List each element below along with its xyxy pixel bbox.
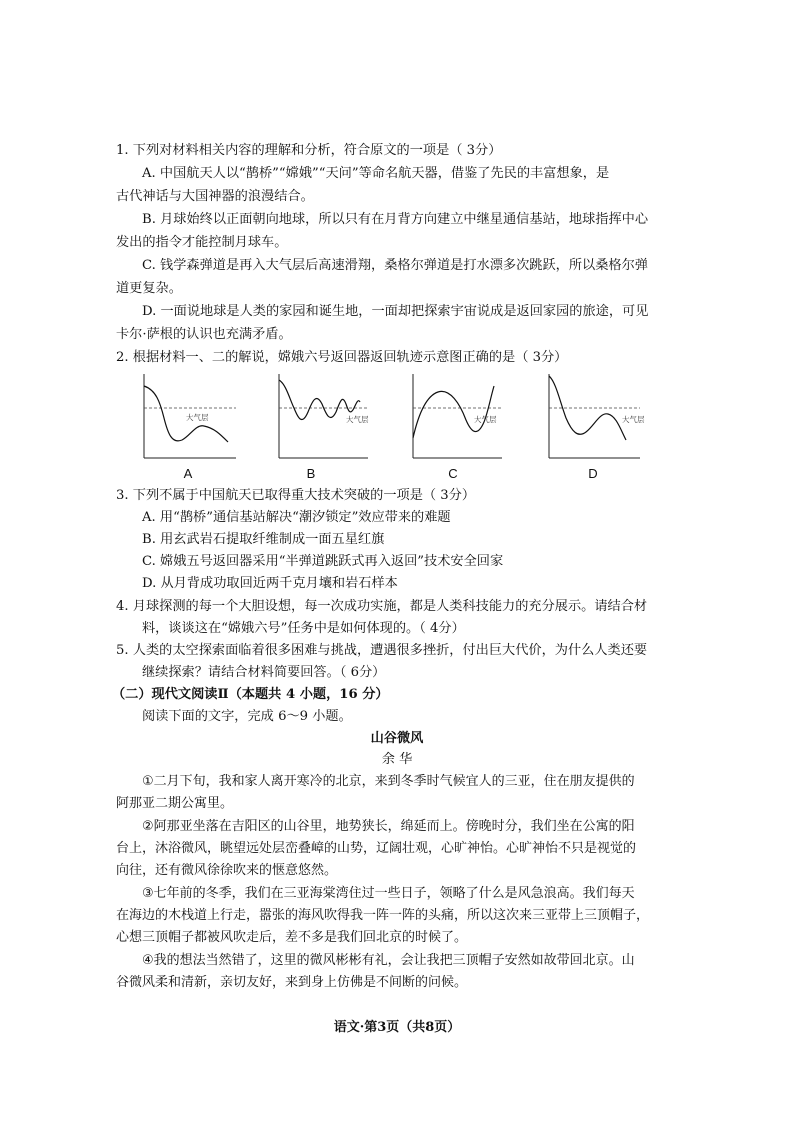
page-footer: 语文·第3页（共8页） (333, 1020, 461, 1035)
section-instruction: 阅读下面的文字，完成 6～9 小题。 (142, 709, 352, 724)
q1-option-c-line1: C. 钱学森弹道是再入大气层后高速滑翔，桑格尔弹道是打水漂多次跳跃，所以桑格尔弹 (142, 258, 648, 273)
article-p3-line3: 心想三顶帽子都被风吹走后，差不多是我们回北京的时候了。 (116, 930, 468, 945)
figure-c-label: C (448, 466, 458, 481)
figure-d (546, 372, 646, 486)
article-p2-line3: 向往，还有微风徐徐吹来的惬意悠然。 (116, 863, 338, 878)
q5-line1: 5. 人类的太空探索面临着很多困难与挑战，遭遇很多挫折，付出巨大代价，为什么人类还要 (116, 643, 648, 658)
q1-option-a-line2: 古代神话与大国神器的浪漫结合。 (116, 189, 314, 204)
article-p3-line2: 在海边的木栈道上行走，嚣张的海风吹得我一阵一阵的头痛，所以这次来三亚带上三顶帽子， (116, 908, 650, 923)
q1-stem: 1. 下列对材料相关内容的理解和分析，符合原文的一项是（ 3分） (116, 143, 502, 158)
article-p3-line1: ③七年前的冬季，我们在三亚海棠湾住过一些日子，领略了什么是风急浪高。我们每天 (142, 886, 635, 901)
trajectory-figures (138, 372, 698, 486)
q3-option-c: C. 嫦娥五号返回器采用“半弹道跳跃式再入返回”技术安全回家 (142, 554, 504, 569)
q3-option-d: D. 从月背成功取回近两千克月壤和岩石样本 (142, 576, 398, 591)
section-heading: （二）现代文阅读Ⅱ（本题共 4 小题，16 分） (112, 687, 389, 702)
article-p1-line2: 阿那亚二期公寓里。 (116, 796, 234, 811)
q5-line2: 继续探索？请结合材料简要回答。（ 6分） (142, 665, 386, 680)
q3-option-a: A. 用“鹊桥”通信基站解决“潮汐锁定”效应带来的难题 (142, 510, 451, 525)
q4-line1: 4. 月球探测的每一个大胆设想，每一次成功实施，都是人类科技能力的充分展示。请结合材 (116, 599, 648, 614)
q4-line2: 料，谈谈这在“嫦娥六号”任务中是如何体现的。（ 4分） (142, 621, 465, 636)
figure-b (276, 372, 376, 486)
q3-option-b: B. 用玄武岩石提取纤维制成一面五星红旗 (142, 532, 385, 547)
q1-option-d-line1: D. 一面说地球是人类的家园和诞生地，一面却把探索宇宙说成是返回家园的旅途，可见 (142, 304, 649, 319)
article-p4-line1: ④我的想法当然错了，这里的微风彬彬有礼，会让我把三顶帽子安然如故带回北京。山 (142, 953, 635, 968)
q1-option-a-line1: A. 中国航天人以“鹊桥”“嫦娥”“天问”等命名航天器，借鉴了先民的丰富想象，是 (142, 166, 610, 181)
q1-option-d-line2: 卡尔·萨根的认识也充满矛盾。 (116, 327, 292, 342)
q1-option-b-line2: 发出的指令才能控制月球车。 (116, 235, 288, 250)
figure-c (410, 372, 510, 486)
article-title: 山谷微风 (370, 731, 424, 746)
atmosphere-label-a: 大气层 (186, 413, 209, 422)
q1-option-b-line1: B. 月球始终以正面朝向地球，所以只有在月背方向建立中继星通信基站，地球指挥中心 (142, 212, 649, 227)
atmosphere-label-c: 大气层 (474, 415, 497, 424)
article-author: 余 华 (381, 752, 413, 767)
figure-a-label: A (183, 466, 193, 481)
figure-a (138, 372, 238, 486)
article-p4-line2: 谷微风柔和清新，亲切友好，来到身上仿佛是不间断的问候。 (116, 975, 468, 990)
q2-stem: 2. 根据材料一、二的解说，嫦娥六号返回器返回轨迹示意图正确的是（ 3分） (116, 350, 568, 365)
atmosphere-label-d: 大气层 (622, 415, 645, 424)
atmosphere-label-b: 大气层 (346, 415, 369, 424)
figure-d-label: D (588, 466, 598, 481)
article-p2-line2: 台上，沐浴微风，眺望远处层峦叠嶂的山势，辽阔壮观，心旷神怡。心旷神怡不只是视觉的 (116, 841, 637, 856)
article-p2-line1: ②阿那亚坐落在吉阳区的山谷里，地势狭长，绵延而上。傍晚时分，我们坐在公寓的阳 (142, 819, 635, 834)
figure-b-label: B (306, 466, 316, 481)
article-p1-line1: ①二月下旬，我和家人离开寒冷的北京，来到冬季时气候宜人的三亚，住在朋友提供的 (142, 774, 635, 789)
q1-option-c-line2: 道更复杂。 (116, 281, 182, 296)
q3-stem: 3. 下列不属于中国航天已取得重大技术突破的一项是（ 3分） (116, 488, 476, 503)
